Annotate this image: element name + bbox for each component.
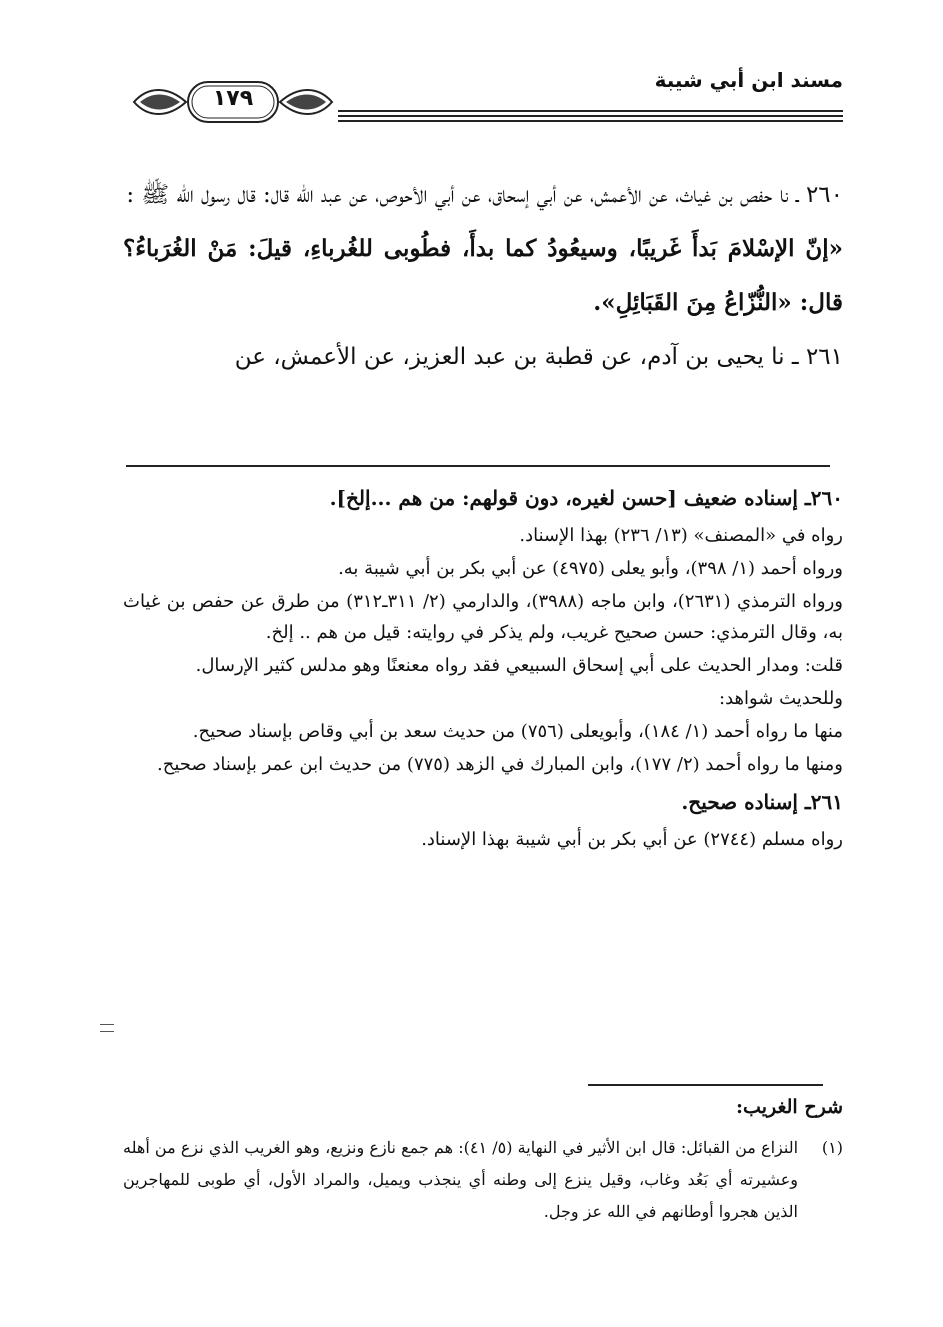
header-divider bbox=[338, 110, 843, 124]
note-260-line: ومنها ما رواه أحمد (٢/ ١٧٧)، وابن المبارك في الزهد (٧٧٥) من حديث ابن عمر بإسناد صحيح. bbox=[157, 754, 843, 775]
glossary-entry bbox=[123, 1132, 843, 1228]
note-260-line: ورواه أحمد (١/ ٣٩٨)، وأبو يعلى (٤٩٧٥) عن أبي بكر بن أبي شيبة به. bbox=[338, 558, 843, 579]
footnote-marker: (١) bbox=[821, 1138, 843, 1157]
glossary-title: شرح الغريب: bbox=[736, 1096, 843, 1118]
hadith-main-text bbox=[123, 168, 843, 384]
note-260-line: رواه في «المصنف» (١٣/ ٢٣٦) بهذا الإسناد. bbox=[519, 525, 843, 546]
hadith-260-chain: ٢٦٠ ـ نا حفص بن غياث، عن الأعمش، عن أبي إسحاق، عن أبي الأحوص، عن عبد الله قال: قال رسول الله ﷺ : bbox=[126, 182, 843, 208]
note-261-heading: ٢٦١ـ إسناده صحيح. bbox=[681, 790, 843, 814]
hadith-260-text: «إنّ الإسْلامَ بَدأَ غَريبًا، وسيعُودُ كما بدأَ، فطُوبى للغُرباءِ، قيلَ: مَنْ الغُرَباءُ؟ قال: «النُّزّاعُ مِنَ القَبَائِلِ». bbox=[123, 235, 843, 316]
note-260-line: وللحديث شواهد: bbox=[719, 688, 843, 709]
running-header-title: مسند ابن أبي شيبة bbox=[654, 68, 843, 92]
page-number: ١٧٩ bbox=[212, 86, 254, 111]
glossary-divider bbox=[588, 1084, 823, 1086]
glossary-text: النزاع من القبائل: قال ابن الأثير في النهاية (٥/ ٤١): هم جمع نازع ونزيع، وهو الغريب الذي نزع من أهله وعشيرته أي بَعُد وغاب، وقيل ينزع إلى وطنه أي ينجذب ويميل، والمراد الأول، أي طوبى للمهاجرين الذين هجروا أوطانهم في الله عز وجل. bbox=[123, 1138, 799, 1221]
note-260-line: ورواه الترمذي (٢٦٣١)، وابن ماجه (٣٩٨٨)، والدارمي (٢/ ٣١١ـ٣١٢) من طرق عن حفص بن غياث به، وقال الترمذي: حسن صحيح غريب، ولم يذكر في روايته: قيل من هم .. إلخ. bbox=[123, 591, 843, 643]
margin-mark bbox=[100, 1024, 114, 1032]
takhrij-notes bbox=[123, 478, 843, 857]
hadith-261-chain: ٢٦١ ـ نا يحيى بن آدم، عن قطبة بن عبد العزيز، عن الأعمش، عن bbox=[234, 344, 843, 370]
note-261-line: رواه مسلم (٢٧٤٤) عن أبي بكر بن أبي شيبة بهذا الإسناد. bbox=[421, 829, 843, 850]
note-260-line: قلت: ومدار الحديث على أبي إسحاق السبيعي فقد رواه معنعنًا وهو مدلس كثير الإرسال. bbox=[195, 655, 843, 676]
note-260-line: منها ما رواه أحمد (١/ ١٨٤)، وأبويعلى (٧٥٦) من حديث سعد بن أبي وقاص بإسناد صحيح. bbox=[192, 721, 843, 742]
footnote-divider bbox=[126, 465, 830, 467]
note-260-heading: ٢٦٠ـ إسناده ضعيف [حسن لغيره، دون قولهم: من هم ...إلخ]. bbox=[329, 486, 843, 510]
